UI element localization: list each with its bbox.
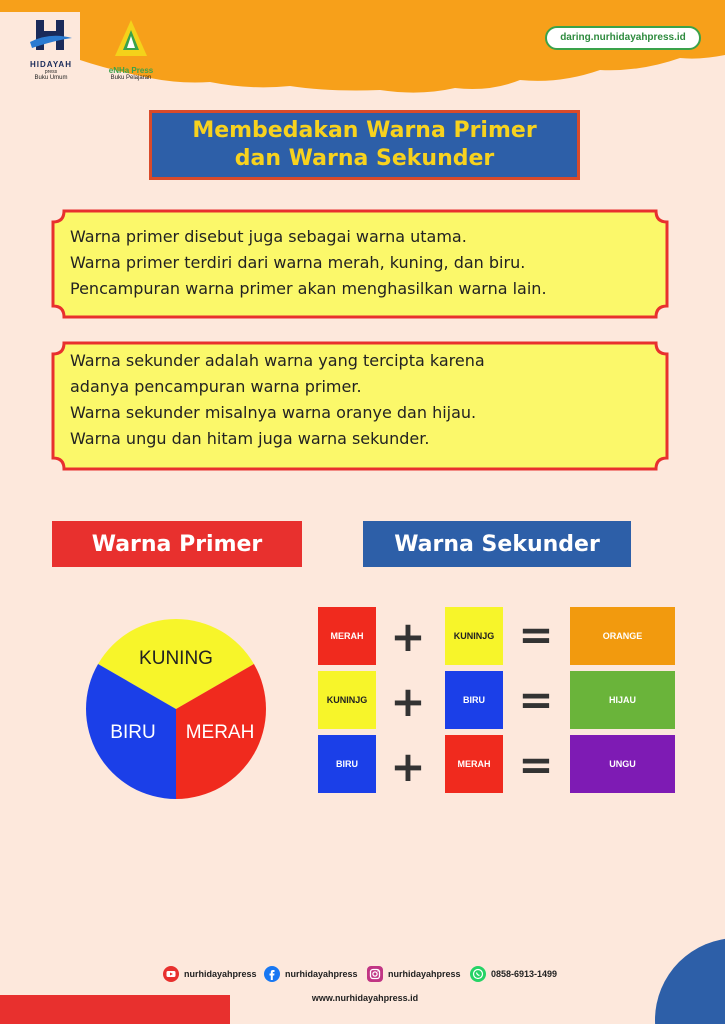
mix-3-a: BIRU [318,735,376,793]
mix-3-result: UNGU [570,735,675,793]
footer-website-link[interactable]: www.nurhidayahpress.id [311,993,419,1003]
sekunder-line-1: Warna sekunder adalah warna yang tercipta karena [70,351,485,370]
whatsapp-label: 0858-6913-1499 [491,969,558,979]
footer-instagram[interactable] [367,966,461,982]
primer-line-2: Warna primer terdiri dari warna merah, kuning, dan biru. [70,253,526,272]
title-line-2: dan Warna Sekunder [234,146,495,171]
sekunder-line-4: Warna ungu dan hitam juga warna sekunder. [70,429,430,448]
warna-sekunder-label: Warna Sekunder [363,521,631,567]
footer-whatsapp[interactable] [470,966,557,982]
youtube-label: nurhidayahpress [184,969,257,979]
sekunder-line-2: adanya pencampuran warna primer. [70,377,362,396]
hidayah-name: HIDAYAH [30,60,72,69]
site-url-link[interactable]: daring.nurhidayahpress.id [545,26,701,50]
mix-1-result: ORANGE [570,607,675,665]
wheel-label-biru: BIRU [110,722,156,743]
hidayah-h-icon [28,18,74,56]
mix-2-result: HIJAU [570,671,675,729]
enha-name: eNHa Press [108,66,154,75]
color-wheel [86,619,266,799]
plus-icon: + [390,612,426,661]
mix-1-b: KUNINJG [445,607,503,665]
footer-youtube[interactable] [163,966,257,982]
footer-red-bar [0,995,230,1024]
sekunder-text [70,348,485,452]
equals-icon: = [518,740,554,789]
instagram-label: nurhidayahpress [388,969,461,979]
equals-icon: = [518,675,554,724]
sekunder-line-3: Warna sekunder misalnya warna oranye dan hijau. [70,403,477,422]
facebook-label: nurhidayahpress [285,969,358,979]
primer-line-1: Warna primer disebut juga sebagai warna utama. [70,227,467,246]
hidayah-sub: Buku Umum [34,75,68,81]
mix-2-b: BIRU [445,671,503,729]
title-line-1: Membedakan Warna Primer [192,118,537,143]
mix-3-b: MERAH [445,735,503,793]
enha-pen-icon [111,18,151,62]
page-title [149,110,580,180]
instagram-icon [367,966,383,982]
plus-icon: + [390,677,426,726]
whatsapp-icon [470,966,486,982]
footer-facebook[interactable] [264,966,358,982]
primer-line-3: Pencampuran warna primer akan menghasilkan warna lain. [70,279,547,298]
warna-primer-label: Warna Primer [52,521,302,567]
hidayah-press: press [44,69,58,75]
facebook-icon [264,966,280,982]
equals-icon: = [518,610,554,659]
plus-icon: + [390,742,426,791]
wheel-label-kuning: KUNING [139,648,213,669]
enha-sub: Buku Pelajaran [110,75,152,81]
corner-blue-circle [645,920,725,1024]
youtube-icon [163,966,179,982]
mix-1-a: MERAH [318,607,376,665]
wheel-label-merah: MERAH [185,722,255,743]
mix-2-a: KUNINJG [318,671,376,729]
primer-text [70,224,547,302]
enha-logo [98,18,164,81]
hidayah-logo [22,18,80,81]
